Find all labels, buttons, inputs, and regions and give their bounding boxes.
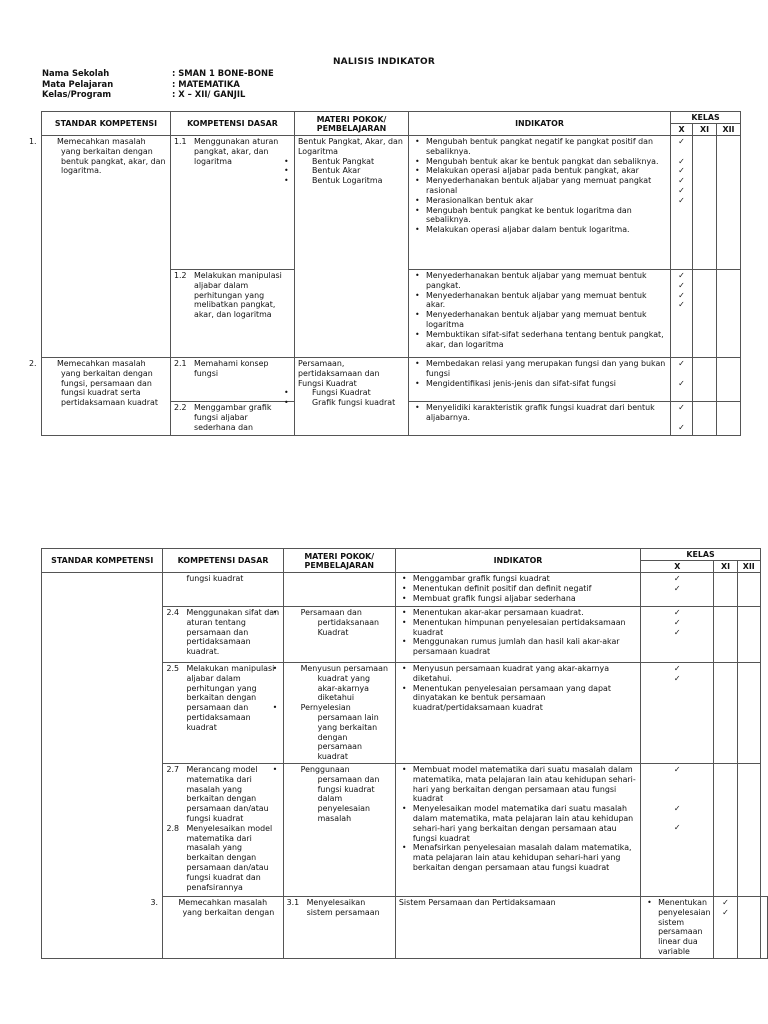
kd-entry xyxy=(174,137,291,166)
kelas-xi-cell xyxy=(693,402,717,436)
kelas-x-cell xyxy=(671,270,693,358)
kelas-xii-cell xyxy=(717,358,741,402)
list-item: • Pernyelesian persamaan lain yang berkaitan dengan persamaan kuadrat xyxy=(287,703,392,762)
materi-list xyxy=(298,157,405,186)
meta-label: Nama Sekolah xyxy=(42,68,110,78)
list-item: • Membuktikan sifat-sifat sederhana tentang bentuk pangkat, akar, dan logaritma xyxy=(412,330,667,350)
kd-cell xyxy=(163,763,283,896)
spacer xyxy=(674,413,689,423)
kelas-x-cell xyxy=(641,763,714,896)
check-icon: ✓ xyxy=(678,300,685,310)
header-kelas: KELAS xyxy=(671,112,741,124)
sk-cell xyxy=(29,358,171,436)
list-item: • Mengubah bentuk pangkat ke bentuk logaritma dan sebaliknya. xyxy=(412,206,667,226)
indikator-list xyxy=(399,608,637,657)
kelas-x-cell xyxy=(671,402,693,436)
kelas-xi-cell xyxy=(693,358,717,402)
sk-cell xyxy=(150,896,283,958)
kd-cell xyxy=(283,896,395,958)
indikator-cell xyxy=(395,607,640,663)
materi-lead: Persamaan, pertidaksamaan dan Fungsi Kuadrat xyxy=(298,359,380,388)
check-icon: ✓ xyxy=(678,176,685,186)
kd-number: 2.7 xyxy=(166,764,180,774)
document-meta xyxy=(42,68,274,100)
indikator-cell xyxy=(641,896,714,958)
list-item: • Menyusun persamaan kuadrat yang akar-akarnya diketahui xyxy=(287,664,392,703)
indikator-list xyxy=(399,765,637,873)
check-icon: ✓ xyxy=(678,290,685,300)
kd-cell xyxy=(171,270,295,358)
indicator-table-2 xyxy=(41,548,768,959)
indikator-list xyxy=(412,403,667,423)
check-icon: ✓ xyxy=(722,897,729,907)
list-item: • Mengubah bentuk akar ke bentuk pangkat dan sebaliknya. xyxy=(412,157,667,167)
list-item: • Menyederhanakan bentuk aljabar yang memuat bentuk pangkat. xyxy=(412,271,667,291)
materi-cell xyxy=(283,607,395,663)
indicator-table-1 xyxy=(29,111,741,436)
indikator-cell xyxy=(409,358,671,402)
check-icon: ✓ xyxy=(678,166,685,176)
sk-number: 3. xyxy=(150,897,158,907)
list-item: • Persamaan dan pertidaksanaan Kuadrat xyxy=(287,608,392,637)
kd-entry xyxy=(174,271,291,320)
header-materi-line-1: MATERI POKOK/ xyxy=(316,114,387,124)
kelas-xi-cell xyxy=(693,136,717,270)
kd-cell xyxy=(163,573,283,607)
check-icon: ✓ xyxy=(673,617,681,627)
kd-entry xyxy=(166,664,279,733)
indikator-cell xyxy=(409,136,671,270)
check-icon: ✓ xyxy=(678,403,685,412)
kd-text: Menyelesaikan sistem persamaan xyxy=(306,897,380,917)
list-item: • Grafik fungsi kuadrat xyxy=(298,398,405,408)
meta-value: : SMAN 1 BONE-BONE xyxy=(172,68,274,78)
header-standar-kompetensi: STANDAR KOMPETENSI xyxy=(42,549,163,573)
header-kompetensi-dasar: KOMPETENSI DASAR xyxy=(163,549,283,573)
indikator-list xyxy=(399,574,637,603)
sk-entry xyxy=(29,359,167,408)
kd-text: Merancang model matematika dari masalah yang berkaitan dengan persamaan dan/atau fungsi kuadrat xyxy=(186,764,269,823)
table-row xyxy=(42,136,741,270)
kelas-xi-cell xyxy=(714,763,737,896)
kelas-x-cell xyxy=(671,358,693,402)
list-item: • Menyederhanakan bentuk aljabar yang memuat bentuk logaritma xyxy=(412,310,667,330)
kd-entry xyxy=(166,824,279,893)
kd-text: Menggunakan aturan pangkat, akar, dan logaritma xyxy=(194,137,279,166)
header-kelas: KELAS xyxy=(641,549,761,561)
indikator-list xyxy=(412,137,667,235)
header-kompetensi-dasar: KOMPETENSI DASAR xyxy=(171,112,295,136)
materi-cell xyxy=(283,763,395,896)
check-icon: ✓ xyxy=(673,608,681,617)
kd-number: 2.1 xyxy=(174,359,187,368)
kelas-x-cell xyxy=(714,896,737,958)
sk-entry xyxy=(150,897,279,918)
list-item: • Menyederhanakan bentuk aljabar yang memuat pangkat rasional xyxy=(412,176,667,196)
sk-text: Memecahkan masalah yang berkaitan dengan fungsi, persamaan dan fungsi kuadrat serta pertidaksamaan kuadrat xyxy=(57,359,158,408)
list-item: • Menyelesaikan model matematika dari suatu masalah dalam matematika, mata pelajaran lain atau kehidupan sehari-hari yang berkaitan dengan persamaan atau fungsi kuadrat xyxy=(399,804,637,843)
header-indikator: INDIKATOR xyxy=(395,549,640,573)
materi-list xyxy=(287,608,392,637)
header-kelas-xi: XI xyxy=(714,561,737,573)
list-item: • Menentukan penyelesaian persamaan yang dapat dinyatakan ke bentuk persamaan kuadrat/pertidaksamaan kuadrat xyxy=(399,684,637,713)
kd-text: Menggambar grafik fungsi aljabar sederhana dan xyxy=(194,403,272,432)
indikator-list xyxy=(412,271,667,349)
kelas-xi-cell xyxy=(737,896,760,958)
header-kelas-xii: XII xyxy=(737,561,760,573)
check-icon: ✓ xyxy=(678,280,685,290)
kelas-xi-cell xyxy=(714,663,737,764)
kelas-xi-cell xyxy=(714,607,737,663)
materi-cell xyxy=(295,136,409,358)
kd-entry xyxy=(166,608,279,657)
check-icon: ✓ xyxy=(678,185,685,195)
check-icon: ✓ xyxy=(678,271,685,280)
kd-text: Menyelesaikan model matematika dari masalah yang berkaitan dengan persamaan dan/atau fungsi kuadrat dan penafsirannya xyxy=(186,823,273,892)
list-item: • Menentukan himpunan penyelesaian pertidaksamaan kuadrat xyxy=(399,618,637,638)
materi-cell xyxy=(283,573,395,607)
kd-cell xyxy=(171,136,295,270)
sk-text: Memecahkan masalah yang berkaitan dengan xyxy=(178,897,275,917)
kelas-xii-cell xyxy=(737,763,760,896)
document-title: NALISIS INDIKATOR xyxy=(332,57,436,67)
spacer xyxy=(644,814,710,823)
list-item: • Fungsi Kuadrat xyxy=(298,388,405,398)
kd-number: 2.2 xyxy=(174,403,187,412)
kd-number: 2.4 xyxy=(166,608,180,617)
kelas-xii-cell xyxy=(761,896,768,958)
indikator-cell xyxy=(409,270,671,358)
list-item: • Membuat model matematika dari suatu masalah dalam matematika, mata pelajaran lain atau kehidupan sehari-hari yang berkaitan dengan persamaan atau fungsi kuadrat xyxy=(399,765,637,804)
check-icon: ✓ xyxy=(673,627,681,637)
spacer xyxy=(674,147,689,157)
kelas-xii-cell xyxy=(717,402,741,436)
kd-number: 1.1 xyxy=(174,137,187,146)
header-materi xyxy=(295,112,409,136)
kd-number: 1.2 xyxy=(174,271,187,280)
kd-entry xyxy=(174,403,291,432)
header-kelas-xii: XII xyxy=(717,124,741,136)
list-item: • Merasionalkan bentuk akar xyxy=(412,196,667,206)
indikator-cell xyxy=(395,573,640,607)
kd-cell xyxy=(171,358,295,402)
kelas-xii-cell xyxy=(737,607,760,663)
header-kelas-x: X xyxy=(671,124,693,136)
list-item: • Melakukan operasi aljabar pada bentuk pangkat, akar xyxy=(412,166,667,176)
check-icon: ✓ xyxy=(673,583,681,593)
check-icon: ✓ xyxy=(673,764,681,774)
header-materi xyxy=(283,549,395,573)
check-icon: ✓ xyxy=(678,422,685,432)
list-item: • Menentukan akar-akar persamaan kuadrat. xyxy=(399,608,637,618)
list-item: • Bentuk Logaritma xyxy=(298,176,405,186)
check-icon: ✓ xyxy=(673,803,681,813)
check-icon: ✓ xyxy=(678,378,685,388)
check-icon: ✓ xyxy=(673,664,681,673)
kelas-x-cell xyxy=(671,136,693,270)
list-item: • Penggunaan persamaan dan fungsi kuadrat dalam penyelesaian masalah xyxy=(287,765,392,824)
indikator-cell xyxy=(395,763,640,896)
indikator-list xyxy=(399,664,637,713)
list-item: • Membedakan relasi yang merupakan fungsi dan yang bukan fungsi xyxy=(412,359,667,379)
list-item: • Membuat grafik fungsi aljabar sederhana xyxy=(399,594,637,604)
sk-entry xyxy=(29,137,167,176)
list-item: • Bentuk Akar xyxy=(298,166,405,176)
kd-number: 3.1 xyxy=(286,897,300,907)
kd-entry xyxy=(166,765,279,824)
kelas-xi-cell xyxy=(714,573,737,607)
materi-cell xyxy=(395,896,640,958)
check-icon: ✓ xyxy=(678,137,685,146)
header-materi-line-2: PEMBELAJARAN xyxy=(304,560,374,570)
materi-cell xyxy=(295,358,409,436)
meta-value: : X – XII/ GANJIL xyxy=(172,89,246,99)
list-item: • Mengubah bentuk pangkat negatif ke pangkat positif dan sebaliknya. xyxy=(412,137,667,157)
check-icon: ✓ xyxy=(673,822,681,832)
kd-text: Memahami konsep fungsi xyxy=(194,359,269,378)
header-materi-line-2: PEMBELAJARAN xyxy=(316,123,387,133)
kd-number: 2.5 xyxy=(166,664,180,673)
materi-list xyxy=(298,388,405,408)
kelas-x-cell xyxy=(641,607,714,663)
check-icon: ✓ xyxy=(722,907,729,917)
meta-row-school xyxy=(42,68,274,79)
kd-text: fungsi kuadrat xyxy=(186,574,244,583)
sk-number: 1. xyxy=(29,137,37,146)
check-icon: ✓ xyxy=(678,359,685,368)
spacer xyxy=(644,775,710,804)
list-item: • Melakukan operasi aljabar dalam bentuk logaritma. xyxy=(412,225,667,235)
materi-cell xyxy=(283,663,395,764)
kelas-xii-cell xyxy=(717,136,741,270)
kd-text: Melakukan manipulasi aljabar dalam perhitungan yang berkaitan dengan persamaan dan pertidaksamaan kuadrat xyxy=(186,664,275,732)
header-indikator: INDIKATOR xyxy=(409,112,671,136)
kelas-x-cell xyxy=(641,663,714,764)
indikator-cell xyxy=(409,402,671,436)
materi-list xyxy=(287,664,392,762)
sk-number: 2. xyxy=(29,359,37,368)
check-icon: ✓ xyxy=(678,156,685,166)
list-item: • Menentukan definit positif dan definit negatif xyxy=(399,584,637,594)
kd-cell xyxy=(163,607,283,663)
indikator-list xyxy=(412,359,667,388)
list-item: • Mengidentifikasi jenis-jenis dan sifat-sifat fungsi xyxy=(412,379,667,389)
kelas-xii-cell xyxy=(717,270,741,358)
kelas-xi-cell xyxy=(693,270,717,358)
meta-row-class xyxy=(42,89,274,100)
kelas-x-cell xyxy=(641,573,714,607)
indikator-list xyxy=(644,898,710,957)
list-item: • Menyelidiki karakteristik grafik fungsi kuadrat dari bentuk aljabarnya. xyxy=(412,403,667,423)
header-standar-kompetensi: STANDAR KOMPETENSI xyxy=(42,112,171,136)
materi-lead: Sistem Persamaan dan Pertidaksamaan xyxy=(398,897,556,907)
kd-text: Menggunakan sifat dan aturan tentang persamaan dan pertidaksamaan kuadrat. xyxy=(186,608,280,657)
table-row xyxy=(42,358,741,402)
kd-cell xyxy=(163,663,283,764)
materi-list xyxy=(287,765,392,824)
check-icon: ✓ xyxy=(673,574,681,583)
kelas-xii-cell xyxy=(737,573,760,607)
list-item: • Bentuk Pangkat xyxy=(298,157,405,167)
list-item: • Menentukan penyelesaian sistem persamaan linear dua variable xyxy=(644,898,710,957)
kd-entry xyxy=(287,898,392,918)
meta-label: Kelas/Program xyxy=(42,89,112,99)
header-kelas-xi: XI xyxy=(693,124,717,136)
materi-lead: Bentuk Pangkat, Akar, dan Logaritma xyxy=(298,137,403,156)
header-materi-line-1: MATERI POKOK/ xyxy=(304,551,375,561)
kd-entry xyxy=(174,359,291,379)
kd-text: Melakukan manipulasi aljabar dalam perhitungan yang melibatkan pangkat, akar, dan logaritma xyxy=(194,271,282,320)
sk-cell xyxy=(42,573,163,959)
list-item: • Menggunakan rumus jumlah dan hasil kali akar-akar persamaan kuadrat xyxy=(399,637,637,657)
list-item: • Menyusun persamaan kuadrat yang akar-akarnya diketahui. xyxy=(399,664,637,684)
meta-value: : MATEMATIKA xyxy=(172,78,240,89)
indikator-cell xyxy=(395,663,640,764)
check-icon: ✓ xyxy=(673,673,681,683)
kelas-xii-cell xyxy=(737,663,760,764)
kd-number: 2.8 xyxy=(166,823,180,833)
sk-text: Memecahkan masalah yang berkaitan dengan bentuk pangkat, akar, dan logaritma. xyxy=(57,137,166,176)
header-kelas-x: X xyxy=(641,561,714,573)
list-item: • Menggambar grafik fungsi kuadrat xyxy=(399,574,637,584)
list-item: • Menafsirkan penyelesaian masalah dalam matematika, mata pelajaran lain atau kehidupan sehari-hari yang berkaitan dengan persamaan atau fungsi kuadrat xyxy=(399,843,637,872)
check-icon: ✓ xyxy=(678,195,685,205)
meta-row-subject xyxy=(42,79,274,90)
kd-cell xyxy=(171,402,295,436)
spacer xyxy=(674,369,689,379)
table-row xyxy=(42,573,768,607)
list-item: • Menyederhanakan bentuk aljabar yang memuat bentuk akar. xyxy=(412,291,667,311)
meta-label: Mata Pelajaran xyxy=(42,78,114,89)
sk-cell xyxy=(29,136,171,358)
